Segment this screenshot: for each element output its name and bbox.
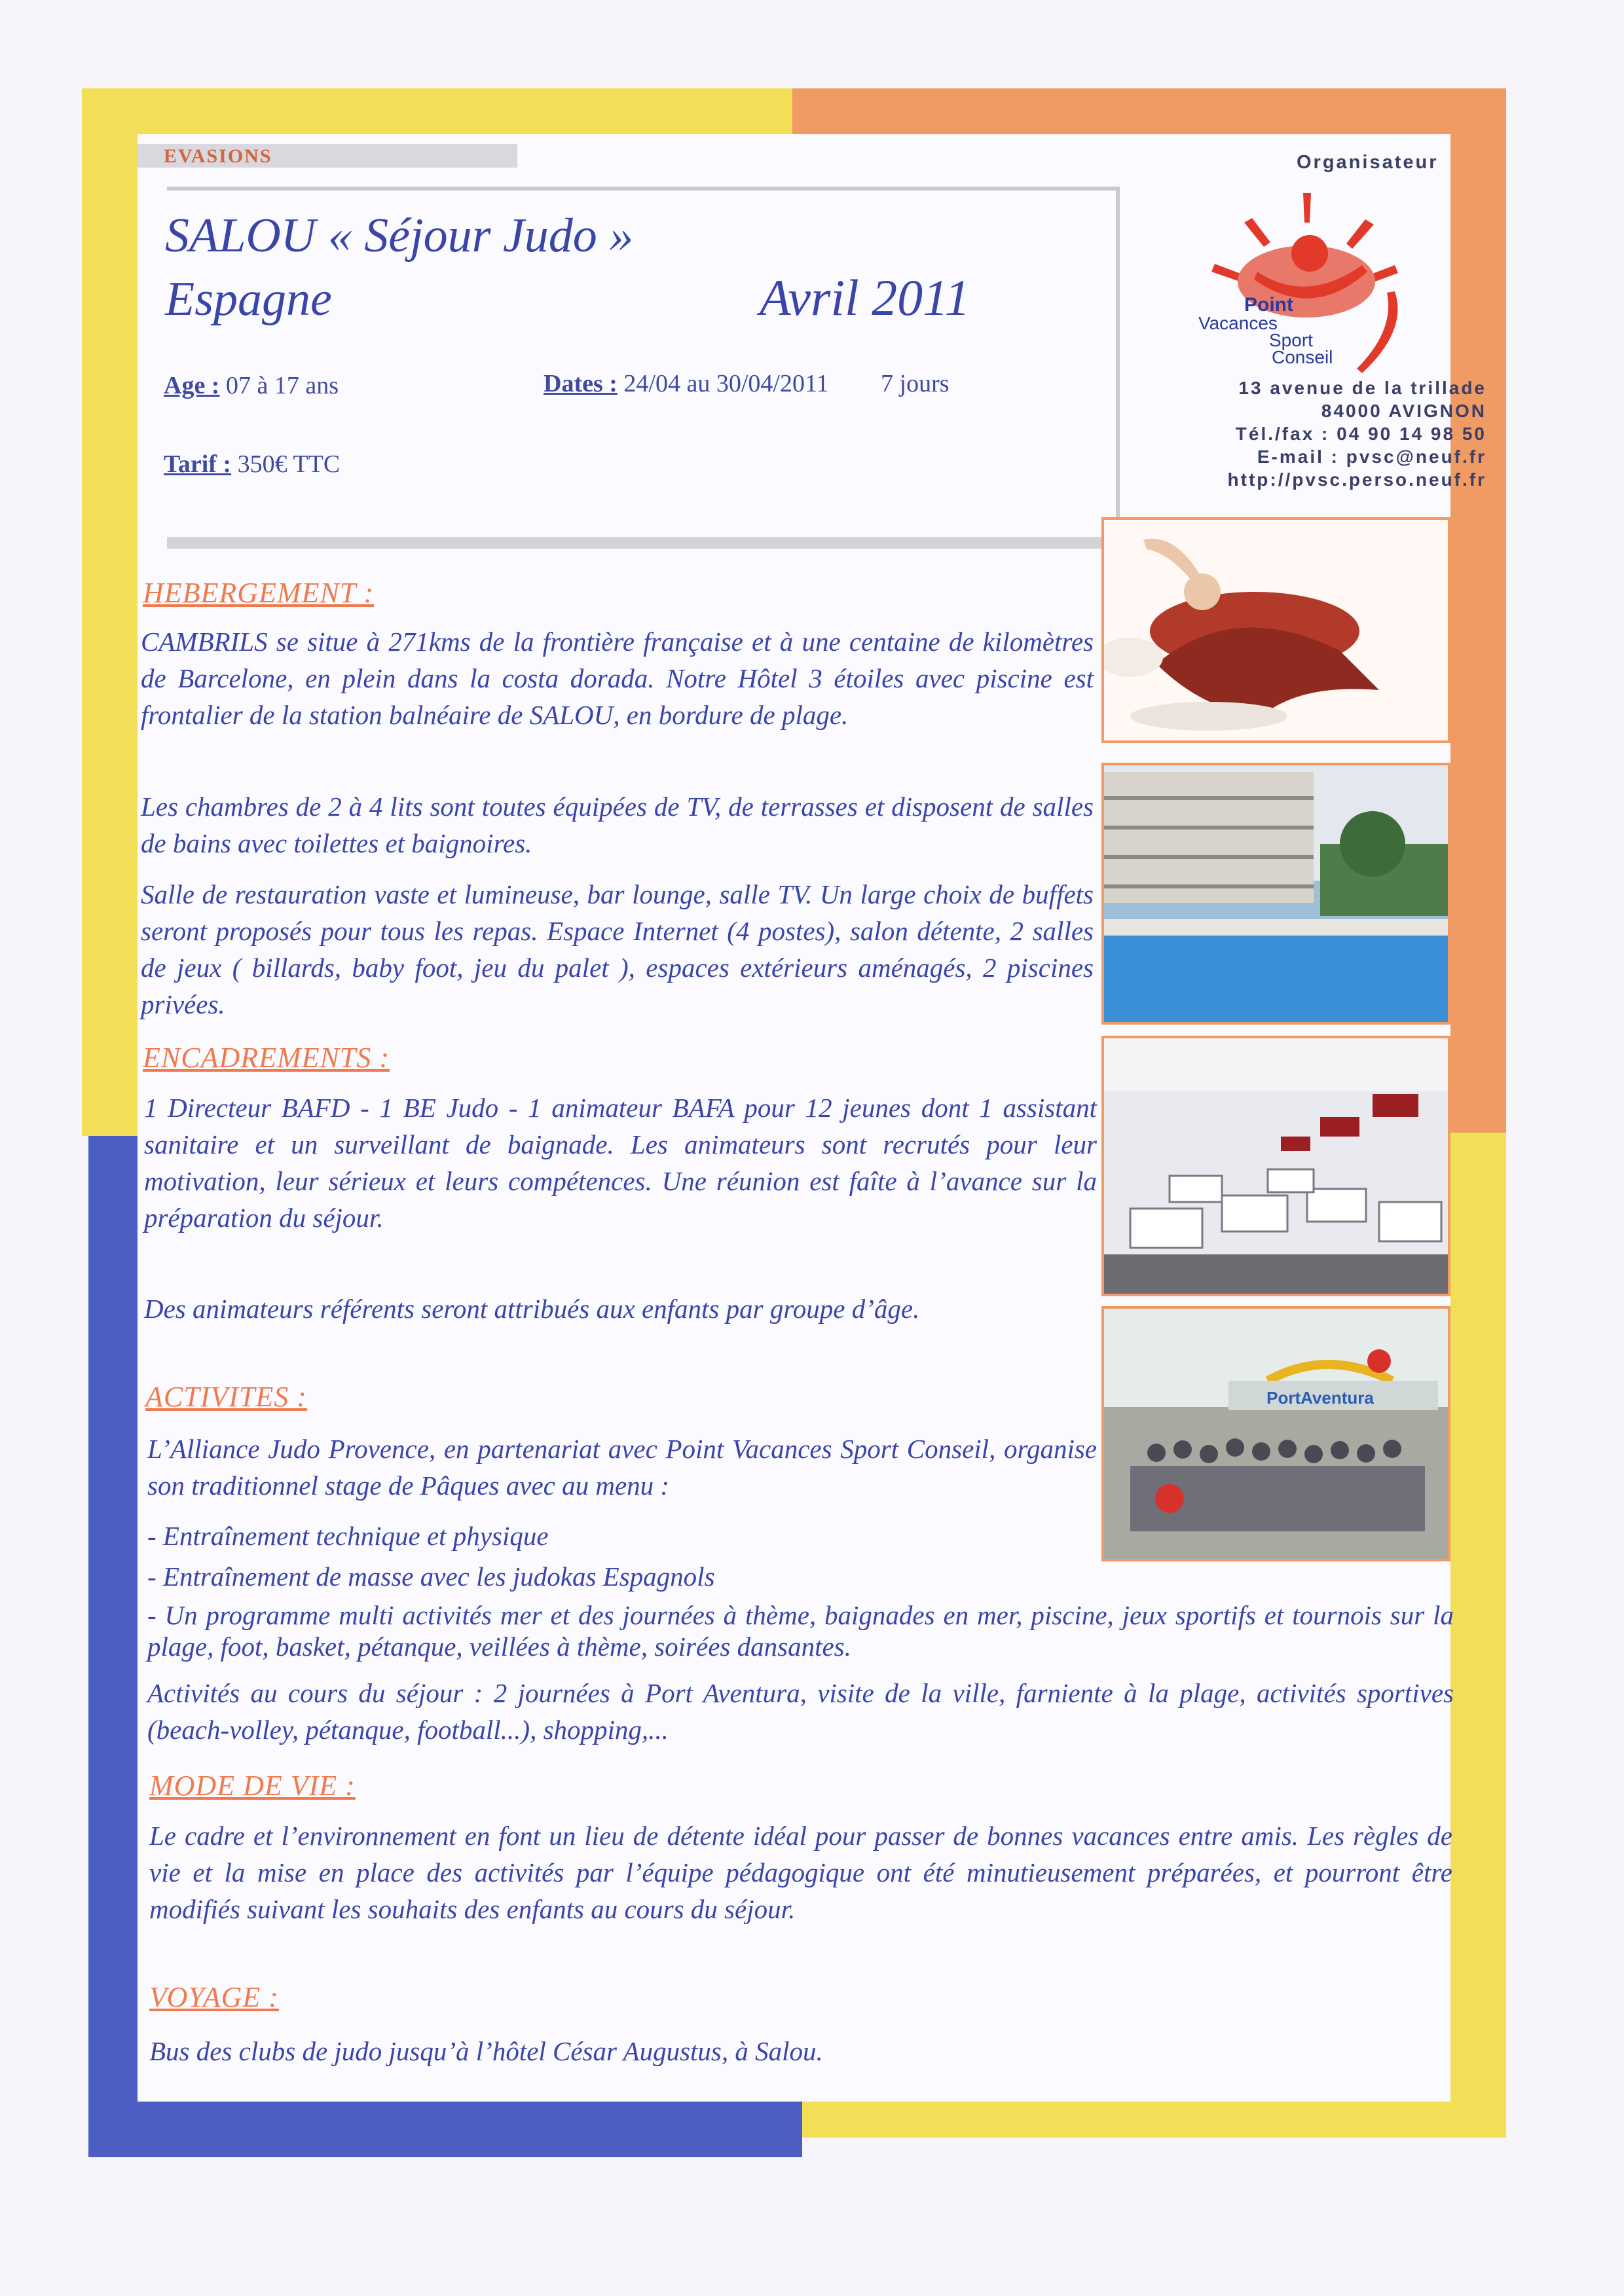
paragraph-mode-de-vie: Le cadre et l’environnement en font un lieu de détente idéal pour passer de bonnes vacances entre amis. Les règles de vie et la mise en place des activités par l’équipe pédagogique ont été minutieusement préparées, et pourront être modifiés suivant les souhaits des enfants au cours du séjour. <box>149 1821 1452 1924</box>
organizer-label: Organisateur <box>1297 152 1439 173</box>
port-aventura-illustration <box>1104 1309 1448 1559</box>
email-address: E-mail : pvsc@neuf.fr <box>1257 446 1486 467</box>
frame-right-orange <box>1450 88 1506 1133</box>
heading-activites: ACTIVITES : <box>145 1381 307 1413</box>
frame-top-orange <box>792 88 1506 134</box>
header-divider <box>167 537 1116 549</box>
paragraph-hebergement-2: Les chambres de 2 à 4 lits sont toutes équipées de TV, de terrasses et disposent de salles de bains avec toilettes et baignoires. <box>141 792 1094 858</box>
photo-restaurant <box>1101 1036 1450 1296</box>
logo-word-point: Point <box>1244 294 1293 316</box>
frame-left-yellow <box>82 88 138 1136</box>
dates-value: 24/04 au 30/04/2011 <box>623 370 829 397</box>
frame-bottom-yellow <box>802 2102 1506 2138</box>
bullet-activites-2: - Entraînement de masse avec les judokas Espagnols <box>147 1561 715 1592</box>
paragraph-encadrements-1: 1 Directeur BAFD - 1 BE Judo - 1 animateur BAFA pour 12 jeunes dont 1 assistant sanitaire et un surveillant de baignade. Les animateurs sont recrutés pour leur motivation, leur sérieux et leurs compétences. Une réunion est faîte à l’avance sur la préparation du séjour. <box>144 1093 1097 1233</box>
heading-encadrements: ENCADREMENTS : <box>143 1042 390 1074</box>
logo-word-sport: Sport <box>1269 330 1313 350</box>
website-link[interactable]: http://pvsc.perso.neuf.fr <box>1227 469 1486 490</box>
heading-voyage: VOYAGE : <box>149 1981 279 2013</box>
tarif-value: 350€ TTC <box>237 450 341 478</box>
paragraph-voyage: Bus des clubs de judo jusqu’à l’hôtel César Augustus, à Salou. <box>149 2036 823 2066</box>
frame-right-yellow <box>1450 1133 1506 2138</box>
port-aventura-sign: PortAventura <box>1266 1388 1374 1408</box>
photo-judo-throw <box>1101 517 1450 743</box>
paragraph-hebergement-3: Salle de restauration vaste et lumineuse, bar lounge, salle TV. Un large choix de buffets seront proposés pour tous les repas. Espace Internet (4 postes), salon détente, 2 salles de jeux ( billards, baby foot, jeu du palet ), espaces extérieurs aménagés, 2 piscines privées. <box>141 879 1094 1019</box>
paragraph-encadrements-2: Des animateurs référents seront attribués aux enfants par groupe d’âge. <box>144 1294 920 1324</box>
section-tag: EVASIONS <box>164 145 272 167</box>
tarif-label: Tarif : <box>164 450 232 478</box>
bullet-activites-1: - Entraînement technique et physique <box>147 1521 549 1551</box>
photo-hotel-pool <box>1101 763 1450 1025</box>
tarif-info <box>164 450 340 479</box>
age-value: 07 à 17 ans <box>225 372 339 399</box>
dates-info <box>544 369 950 398</box>
age-label: Age : <box>164 372 220 399</box>
logo-word-conseil: Conseil <box>1272 347 1333 367</box>
bullet-activites-3: - Un programme multi activités mer et des journées à thème, baignades en mer, piscine, jeux sportifs et tournois sur la plage, foot, basket, pétanque, veillées à thème, soirées dansantes. <box>147 1600 1454 1662</box>
logo-word-vacances: Vacances <box>1198 313 1278 333</box>
restaurant-illustration <box>1104 1038 1448 1294</box>
paragraph-activites-1: L’Alliance Judo Provence, en partenariat avec Point Vacances Sport Conseil, organise son traditionnel stage de Pâques avec au menu : <box>147 1434 1097 1501</box>
paragraph-hebergement-1: CAMBRILS se situe à 271kms de la frontière française et à une centaine de kilomètres de Barcelone, en plein dans la costa dorada. Notre Hôtel 3 étoiles avec piscine est frontalier de la station balnéaire de SALOU, en bordure de plage. <box>141 627 1094 730</box>
frame-bottom-blue <box>88 2102 802 2157</box>
age-info <box>164 371 339 400</box>
page-title: SALOU « Séjour Judo » <box>165 209 634 263</box>
heading-mode-de-vie: MODE DE VIE : <box>149 1770 356 1802</box>
organizer-address <box>1228 376 1486 491</box>
frame-left-blue <box>88 1136 144 2157</box>
address-street: 13 avenue de la trillade <box>1238 378 1486 398</box>
pvsc-logo <box>1198 193 1434 380</box>
address-city: 84000 AVIGNON <box>1321 401 1486 421</box>
phone-number: Tél./fax : 04 90 14 98 50 <box>1235 424 1486 444</box>
dates-label: Dates : <box>544 370 618 397</box>
photo-port-aventura <box>1101 1306 1450 1561</box>
page-date: Avril 2011 <box>760 269 970 326</box>
paragraph-activites-2: Activités au cours du séjour : 2 journées à Port Aventura, visite de la ville, farniente à la plage, activités sportives (beach-volley, pétanque, football...), shopping,... <box>147 1678 1454 1745</box>
page-subtitle: Espagne <box>165 272 332 326</box>
hotel-illustration <box>1104 765 1448 1022</box>
judo-illustration <box>1104 520 1448 740</box>
heading-hebergement: HEBERGEMENT : <box>143 577 375 609</box>
frame-top-yellow <box>82 88 792 134</box>
duration-value: 7 jours <box>881 370 950 397</box>
